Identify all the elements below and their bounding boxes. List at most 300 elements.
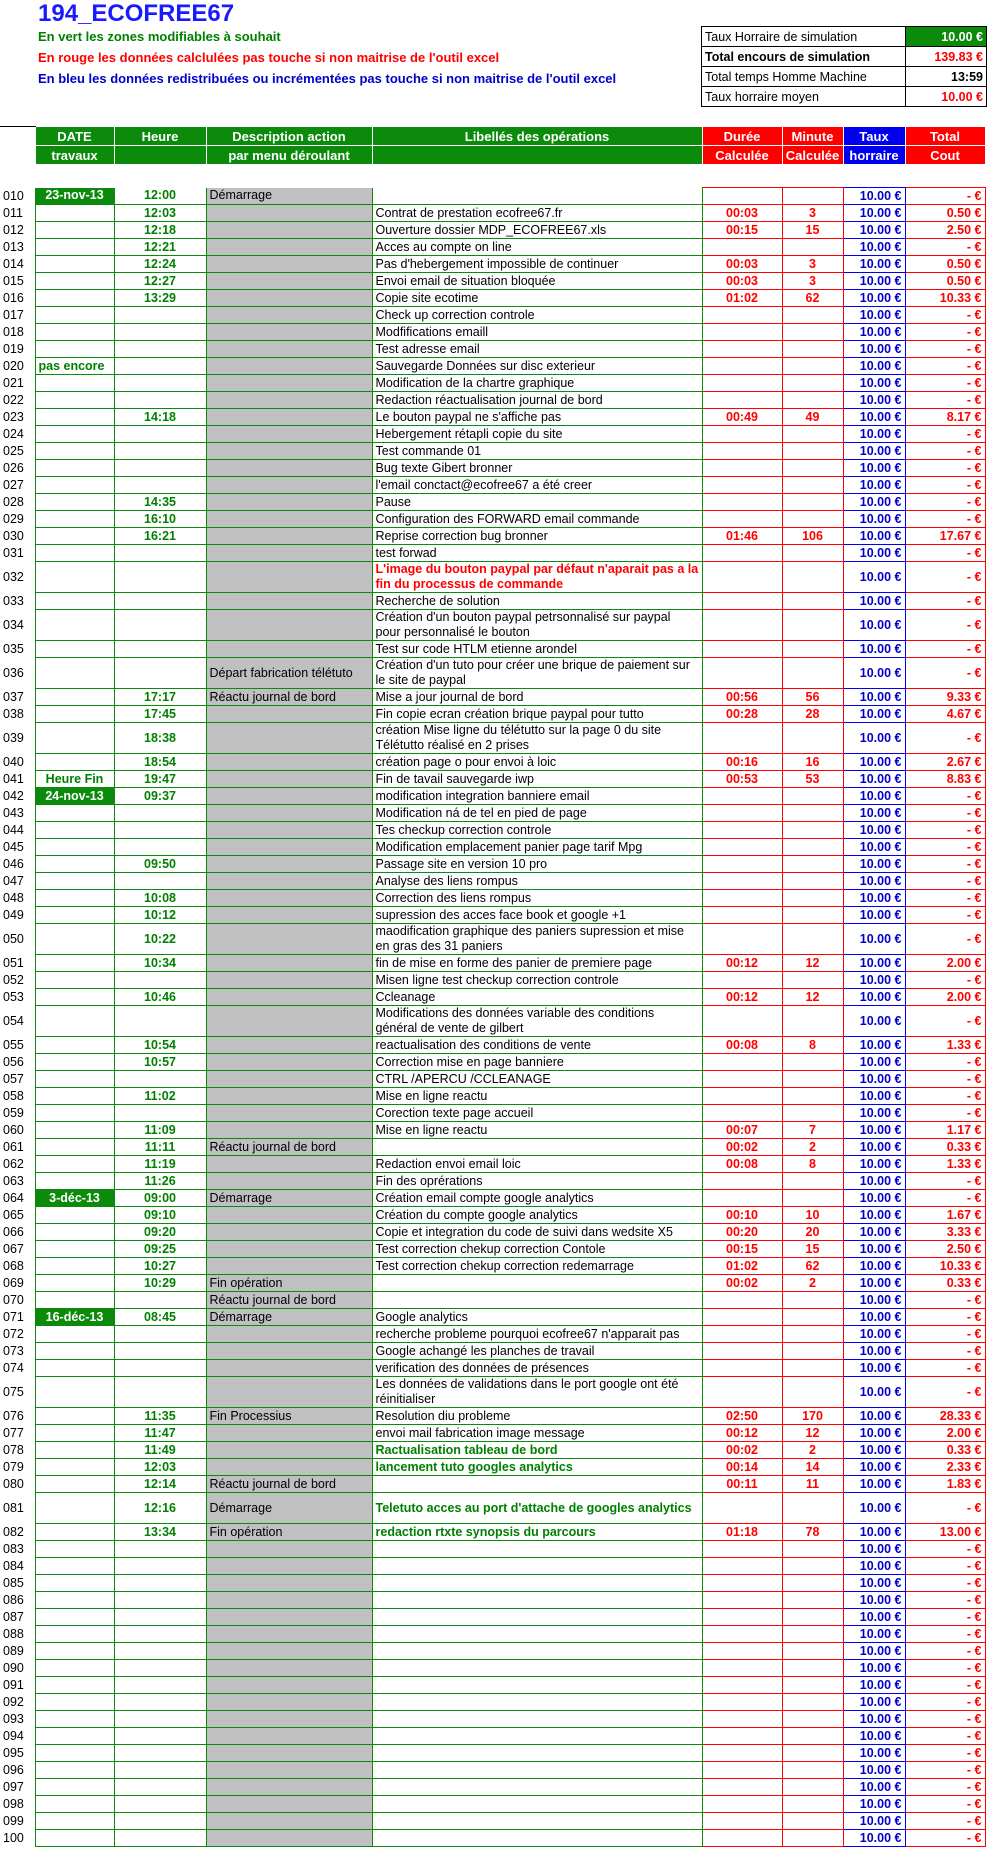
label-cell[interactable]: supression des acces face book et google +1 [372,907,702,924]
header-heure[interactable]: Heure [114,127,206,146]
action-dropdown-cell[interactable] [206,545,372,562]
label-cell[interactable] [372,1476,702,1493]
action-dropdown-cell[interactable] [206,1813,372,1830]
date-cell[interactable] [35,641,114,658]
label-cell[interactable]: création page o pour envoi à loic [372,754,702,771]
date-cell[interactable] [35,1830,114,1847]
time-cell[interactable] [114,658,206,689]
header-minute-sub[interactable]: Calculée [782,146,843,165]
time-cell[interactable]: 11:49 [114,1442,206,1459]
header-duree-sub[interactable]: Calculée [702,146,782,165]
date-cell[interactable] [35,1762,114,1779]
action-dropdown-cell[interactable] [206,1762,372,1779]
action-dropdown-cell[interactable] [206,1224,372,1241]
action-dropdown-cell[interactable] [206,392,372,409]
action-dropdown-cell[interactable] [206,856,372,873]
label-cell[interactable]: Le bouton paypal ne s'affiche pas [372,409,702,426]
time-cell[interactable]: 10:57 [114,1054,206,1071]
time-cell[interactable]: 12:21 [114,239,206,256]
header-minute[interactable]: Minute [782,127,843,146]
date-cell[interactable] [35,1592,114,1609]
date-cell[interactable]: 16-déc-13 [35,1309,114,1326]
date-cell[interactable] [35,1677,114,1694]
label-cell[interactable]: envoi mail fabrication image message [372,1425,702,1442]
time-cell[interactable]: 11:11 [114,1139,206,1156]
label-cell[interactable]: Modification de la chartre graphique [372,375,702,392]
label-cell[interactable]: Mise a jour journal de bord [372,689,702,706]
time-cell[interactable] [114,1592,206,1609]
time-cell[interactable]: 09:25 [114,1241,206,1258]
time-cell[interactable]: 12:27 [114,273,206,290]
time-cell[interactable] [114,477,206,494]
header-total-sub[interactable]: Cout [905,146,985,165]
header-libelles[interactable]: Libellés des opérations [372,127,702,146]
time-cell[interactable]: 13:29 [114,290,206,307]
label-cell[interactable] [372,1779,702,1796]
action-dropdown-cell[interactable] [206,1592,372,1609]
label-cell[interactable] [372,1292,702,1309]
date-cell[interactable] [35,1643,114,1660]
action-dropdown-cell[interactable] [206,788,372,805]
date-cell[interactable] [35,723,114,754]
label-cell[interactable]: Corection texte page accueil [372,1105,702,1122]
label-cell[interactable]: Envoi email de situation bloquée [372,273,702,290]
time-cell[interactable]: 11:02 [114,1088,206,1105]
label-cell[interactable]: test forwad [372,545,702,562]
summary-value[interactable]: 10.00 € [906,27,987,47]
label-cell[interactable] [372,1660,702,1677]
action-dropdown-cell[interactable] [206,307,372,324]
action-dropdown-cell[interactable] [206,1207,372,1224]
date-cell[interactable] [35,562,114,593]
time-cell[interactable] [114,1830,206,1847]
action-dropdown-cell[interactable] [206,290,372,307]
time-cell[interactable]: 11:47 [114,1425,206,1442]
action-dropdown-cell[interactable] [206,1694,372,1711]
action-dropdown-cell[interactable] [206,1677,372,1694]
time-cell[interactable]: 10:54 [114,1037,206,1054]
action-dropdown-cell[interactable]: Fin Processius [206,1408,372,1425]
action-dropdown-cell[interactable] [206,805,372,822]
header-taux[interactable]: Taux [843,127,905,146]
date-cell[interactable] [35,1626,114,1643]
action-dropdown-cell[interactable] [206,972,372,989]
label-cell[interactable] [372,188,702,205]
time-cell[interactable] [114,1105,206,1122]
time-cell[interactable] [114,1796,206,1813]
header-total[interactable]: Total [905,127,985,146]
date-cell[interactable]: Heure Fin [35,771,114,788]
date-cell[interactable] [35,341,114,358]
date-cell[interactable] [35,1105,114,1122]
label-cell[interactable]: Configuration des FORWARD email commande [372,511,702,528]
time-cell[interactable] [114,426,206,443]
action-dropdown-cell[interactable] [206,1609,372,1626]
label-cell[interactable]: Mise en ligne reactu [372,1122,702,1139]
date-cell[interactable] [35,290,114,307]
action-dropdown-cell[interactable] [206,1377,372,1408]
label-cell[interactable]: reactualisation des conditions de vente [372,1037,702,1054]
label-cell[interactable]: Recherche de solution [372,593,702,610]
label-cell[interactable]: Ractualisation tableau de bord [372,1442,702,1459]
header-libelles-sub[interactable] [372,146,702,165]
action-dropdown-cell[interactable]: Réactu journal de bord [206,1292,372,1309]
time-cell[interactable]: 09:10 [114,1207,206,1224]
action-dropdown-cell[interactable] [206,460,372,477]
date-cell[interactable] [35,1156,114,1173]
time-cell[interactable] [114,375,206,392]
label-cell[interactable]: Acces au compte on line [372,239,702,256]
date-cell[interactable] [35,1779,114,1796]
date-cell[interactable] [35,256,114,273]
label-cell[interactable] [372,1609,702,1626]
label-cell[interactable] [372,1830,702,1847]
action-dropdown-cell[interactable] [206,1796,372,1813]
date-cell[interactable] [35,1377,114,1408]
date-cell[interactable] [35,426,114,443]
date-cell[interactable] [35,1728,114,1745]
action-dropdown-cell[interactable] [206,890,372,907]
time-cell[interactable]: 12:18 [114,222,206,239]
date-cell[interactable] [35,273,114,290]
date-cell[interactable] [35,205,114,222]
label-cell[interactable]: Google analytics [372,1309,702,1326]
action-dropdown-cell[interactable] [206,771,372,788]
time-cell[interactable] [114,610,206,641]
date-cell[interactable] [35,1292,114,1309]
time-cell[interactable] [114,1677,206,1694]
action-dropdown-cell[interactable]: Réactu journal de bord [206,1476,372,1493]
time-cell[interactable]: 17:17 [114,689,206,706]
date-cell[interactable] [35,1037,114,1054]
time-cell[interactable]: 08:45 [114,1309,206,1326]
label-cell[interactable]: Correction mise en page banniere [372,1054,702,1071]
time-cell[interactable] [114,341,206,358]
time-cell[interactable] [114,1660,206,1677]
action-dropdown-cell[interactable] [206,426,372,443]
time-cell[interactable] [114,873,206,890]
label-cell[interactable] [372,1643,702,1660]
action-dropdown-cell[interactable] [206,723,372,754]
label-cell[interactable]: Resolution diu probleme [372,1408,702,1425]
time-cell[interactable] [114,822,206,839]
action-dropdown-cell[interactable] [206,324,372,341]
date-cell[interactable] [35,754,114,771]
date-cell[interactable] [35,610,114,641]
date-cell[interactable] [35,409,114,426]
date-cell[interactable] [35,494,114,511]
label-cell[interactable]: Ouverture dossier MDP_ECOFREE67.xls [372,222,702,239]
time-cell[interactable]: 12:24 [114,256,206,273]
label-cell[interactable]: Analyse des liens rompus [372,873,702,890]
action-dropdown-cell[interactable] [206,873,372,890]
action-dropdown-cell[interactable] [206,1173,372,1190]
date-cell[interactable] [35,706,114,723]
time-cell[interactable] [114,1779,206,1796]
date-cell[interactable] [35,545,114,562]
action-dropdown-cell[interactable] [206,358,372,375]
date-cell[interactable] [35,1609,114,1626]
date-cell[interactable] [35,1558,114,1575]
action-dropdown-cell[interactable] [206,1326,372,1343]
label-cell[interactable]: Fin copie ecran création brique paypal pour tutto [372,706,702,723]
action-dropdown-cell[interactable]: Réactu journal de bord [206,1139,372,1156]
date-cell[interactable] [35,1360,114,1377]
time-cell[interactable] [114,1711,206,1728]
date-cell[interactable] [35,1425,114,1442]
header-duree[interactable]: Durée [702,127,782,146]
action-dropdown-cell[interactable] [206,205,372,222]
label-cell[interactable]: Modification ná de tel en pied de page [372,805,702,822]
action-dropdown-cell[interactable] [206,562,372,593]
action-dropdown-cell[interactable] [206,1745,372,1762]
action-dropdown-cell[interactable] [206,1660,372,1677]
date-cell[interactable] [35,1241,114,1258]
label-cell[interactable] [372,1694,702,1711]
date-cell[interactable] [35,593,114,610]
time-cell[interactable]: 12:03 [114,205,206,222]
action-dropdown-cell[interactable] [206,443,372,460]
label-cell[interactable]: Test adresse email [372,341,702,358]
date-cell[interactable] [35,822,114,839]
header-description[interactable]: Description action [206,127,372,146]
action-dropdown-cell[interactable]: Démarrage [206,1190,372,1207]
date-cell[interactable] [35,989,114,1006]
time-cell[interactable] [114,805,206,822]
time-cell[interactable]: 10:08 [114,890,206,907]
action-dropdown-cell[interactable] [206,1343,372,1360]
time-cell[interactable]: 16:21 [114,528,206,545]
action-dropdown-cell[interactable] [206,1558,372,1575]
time-cell[interactable] [114,1541,206,1558]
label-cell[interactable]: Test sur code HTLM etienne arondel [372,641,702,658]
label-cell[interactable]: Création du compte google analytics [372,1207,702,1224]
time-cell[interactable]: 10:27 [114,1258,206,1275]
action-dropdown-cell[interactable] [206,610,372,641]
label-cell[interactable] [372,1139,702,1156]
action-dropdown-cell[interactable] [206,1779,372,1796]
time-cell[interactable] [114,593,206,610]
time-cell[interactable]: 10:46 [114,989,206,1006]
action-dropdown-cell[interactable] [206,1122,372,1139]
action-dropdown-cell[interactable] [206,1541,372,1558]
time-cell[interactable] [114,972,206,989]
label-cell[interactable] [372,1677,702,1694]
time-cell[interactable] [114,1575,206,1592]
date-cell[interactable] [35,307,114,324]
date-cell[interactable] [35,1796,114,1813]
date-cell[interactable] [35,1071,114,1088]
label-cell[interactable] [372,1575,702,1592]
action-dropdown-cell[interactable] [206,1156,372,1173]
action-dropdown-cell[interactable] [206,1425,372,1442]
action-dropdown-cell[interactable] [206,1459,372,1476]
date-cell[interactable] [35,1711,114,1728]
time-cell[interactable]: 10:34 [114,955,206,972]
label-cell[interactable] [372,1745,702,1762]
date-cell[interactable] [35,1459,114,1476]
action-dropdown-cell[interactable] [206,822,372,839]
label-cell[interactable] [372,1541,702,1558]
date-cell[interactable]: 3-déc-13 [35,1190,114,1207]
action-dropdown-cell[interactable] [206,1442,372,1459]
action-dropdown-cell[interactable] [206,1360,372,1377]
date-cell[interactable] [35,460,114,477]
action-dropdown-cell[interactable] [206,222,372,239]
label-cell[interactable] [372,1813,702,1830]
time-cell[interactable] [114,1745,206,1762]
date-cell[interactable] [35,1054,114,1071]
date-cell[interactable] [35,1660,114,1677]
action-dropdown-cell[interactable]: Démarrage [206,1309,372,1326]
label-cell[interactable]: Mise en ligne reactu [372,1088,702,1105]
action-dropdown-cell[interactable] [206,924,372,955]
action-dropdown-cell[interactable]: Démarrage [206,188,372,205]
action-dropdown-cell[interactable] [206,1054,372,1071]
date-cell[interactable] [35,324,114,341]
action-dropdown-cell[interactable] [206,375,372,392]
time-cell[interactable] [114,392,206,409]
date-cell[interactable] [35,1139,114,1156]
label-cell[interactable]: Les données de validations dans le port google ont été réinitialiser [372,1377,702,1408]
label-cell[interactable]: Tes checkup correction controle [372,822,702,839]
time-cell[interactable] [114,1626,206,1643]
date-cell[interactable] [35,1275,114,1292]
action-dropdown-cell[interactable] [206,1575,372,1592]
time-cell[interactable]: 17:45 [114,706,206,723]
date-cell[interactable] [35,1813,114,1830]
date-cell[interactable] [35,1088,114,1105]
label-cell[interactable]: redaction rtxte synopsis du parcours [372,1524,702,1541]
time-cell[interactable] [114,1813,206,1830]
date-cell[interactable] [35,1745,114,1762]
label-cell[interactable]: Modifications des données variable des conditions général de vente de gilbert [372,1006,702,1037]
label-cell[interactable]: Pause [372,494,702,511]
header-heure-sub[interactable] [114,146,206,165]
action-dropdown-cell[interactable] [206,706,372,723]
date-cell[interactable] [35,1122,114,1139]
time-cell[interactable]: 11:09 [114,1122,206,1139]
action-dropdown-cell[interactable] [206,1105,372,1122]
time-cell[interactable]: 09:50 [114,856,206,873]
time-cell[interactable]: 10:29 [114,1275,206,1292]
action-dropdown-cell[interactable] [206,1088,372,1105]
time-cell[interactable]: 11:26 [114,1173,206,1190]
action-dropdown-cell[interactable] [206,907,372,924]
date-cell[interactable]: 23-nov-13 [35,188,114,205]
label-cell[interactable] [372,1275,702,1292]
date-cell[interactable] [35,1575,114,1592]
action-dropdown-cell[interactable] [206,955,372,972]
label-cell[interactable]: maodification graphique des paniers supression et mise en gras des 31 paniers [372,924,702,955]
label-cell[interactable]: Contrat de prestation ecofree67.fr [372,205,702,222]
label-cell[interactable]: Création email compte google analytics [372,1190,702,1207]
label-cell[interactable]: Redaction réactualisation journal de bord [372,392,702,409]
action-dropdown-cell[interactable] [206,1830,372,1847]
label-cell[interactable]: Test correction chekup correction Contole [372,1241,702,1258]
time-cell[interactable] [114,443,206,460]
label-cell[interactable]: Passage site en version 10 pro [372,856,702,873]
action-dropdown-cell[interactable] [206,1241,372,1258]
label-cell[interactable]: Redaction envoi email loic [372,1156,702,1173]
time-cell[interactable]: 14:18 [114,409,206,426]
time-cell[interactable] [114,1762,206,1779]
time-cell[interactable] [114,1292,206,1309]
label-cell[interactable]: Misen ligne test checkup correction controle [372,972,702,989]
action-dropdown-cell[interactable]: Fin opération [206,1275,372,1292]
date-cell[interactable] [35,1207,114,1224]
label-cell[interactable]: création Mise ligne du télétutto sur la page 0 du site Télétutto réalisé en 2 prises [372,723,702,754]
date-cell[interactable] [35,1493,114,1524]
action-dropdown-cell[interactable] [206,1037,372,1054]
label-cell[interactable]: Teletuto acces au port d'attache de googles analytics [372,1493,702,1524]
action-dropdown-cell[interactable] [206,1258,372,1275]
date-cell[interactable] [35,1694,114,1711]
label-cell[interactable]: Check up correction controle [372,307,702,324]
time-cell[interactable]: 18:38 [114,723,206,754]
label-cell[interactable]: verification des données de présences [372,1360,702,1377]
label-cell[interactable] [372,1762,702,1779]
header-date-sub[interactable]: travaux [35,146,114,165]
label-cell[interactable] [372,1796,702,1813]
action-dropdown-cell[interactable] [206,641,372,658]
action-dropdown-cell[interactable]: Démarrage [206,1493,372,1524]
time-cell[interactable]: 16:10 [114,511,206,528]
time-cell[interactable]: 11:35 [114,1408,206,1425]
time-cell[interactable] [114,839,206,856]
action-dropdown-cell[interactable] [206,528,372,545]
label-cell[interactable]: L'image du bouton paypal par défaut n'aparait pas a la fin du processus de commande [372,562,702,593]
time-cell[interactable]: 14:35 [114,494,206,511]
time-cell[interactable] [114,1326,206,1343]
action-dropdown-cell[interactable]: Départ fabrication télétuto [206,658,372,689]
label-cell[interactable]: recherche probleme pourquoi ecofree67 n'apparait pas [372,1326,702,1343]
time-cell[interactable]: 19:47 [114,771,206,788]
header-description-sub[interactable]: par menu déroulant [206,146,372,165]
time-cell[interactable] [114,1006,206,1037]
label-cell[interactable]: Création d'un tuto pour créer une brique de paiement sur le site de paypal [372,658,702,689]
action-dropdown-cell[interactable] [206,754,372,771]
label-cell[interactable]: Hebergement rétapli copie du site [372,426,702,443]
label-cell[interactable]: lancement tuto googles analytics [372,1459,702,1476]
time-cell[interactable]: 10:22 [114,924,206,955]
action-dropdown-cell[interactable] [206,341,372,358]
date-cell[interactable] [35,1173,114,1190]
date-cell[interactable] [35,1326,114,1343]
date-cell[interactable]: pas encore [35,358,114,375]
date-cell[interactable] [35,1224,114,1241]
time-cell[interactable] [114,1071,206,1088]
label-cell[interactable]: Pas d'hebergement impossible de continuer [372,256,702,273]
date-cell[interactable] [35,1343,114,1360]
date-cell[interactable] [35,924,114,955]
time-cell[interactable] [114,1728,206,1745]
time-cell[interactable]: 12:16 [114,1493,206,1524]
date-cell[interactable] [35,222,114,239]
label-cell[interactable] [372,1592,702,1609]
time-cell[interactable] [114,460,206,477]
time-cell[interactable]: 11:19 [114,1156,206,1173]
action-dropdown-cell[interactable] [206,273,372,290]
time-cell[interactable]: 09:20 [114,1224,206,1241]
time-cell[interactable] [114,1643,206,1660]
label-cell[interactable]: Fin de tavail sauvegarde iwp [372,771,702,788]
action-dropdown-cell[interactable] [206,239,372,256]
date-cell[interactable] [35,443,114,460]
date-cell[interactable] [35,1524,114,1541]
label-cell[interactable]: Fin des oprérations [372,1173,702,1190]
label-cell[interactable]: Copie et integration du code de suivi dans wedsite X5 [372,1224,702,1241]
